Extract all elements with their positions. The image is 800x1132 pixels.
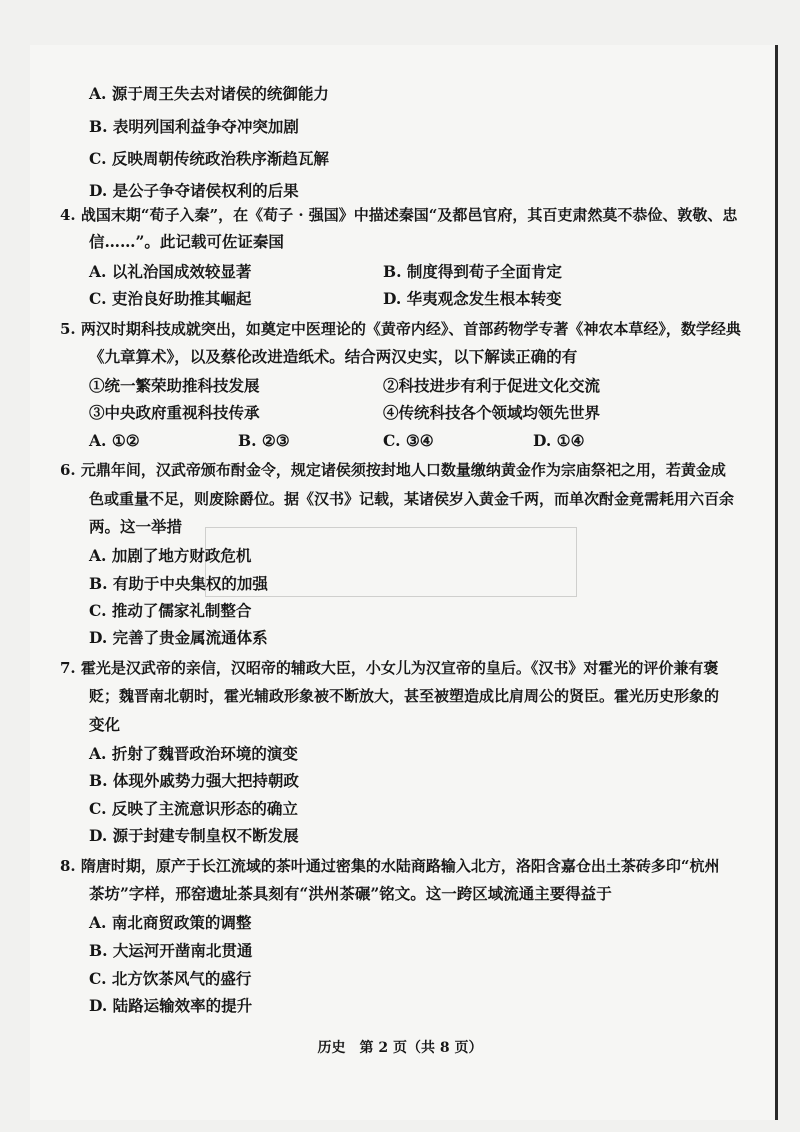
q8-option-a: A. 南北商贸政策的调整 — [89, 913, 252, 932]
q8-option-d: D. 陆路运输效率的提升 — [89, 996, 253, 1015]
q6-stem-line2: 色或重量不足，则废除爵位。据《汉书》记载，某诸侯岁入黄金千两，而单次酎金竟需耗用六百余 — [89, 490, 735, 508]
q5-option-b: B. ②③ — [238, 431, 290, 450]
q6-option-b: B. 有助于中央集权的加强 — [89, 574, 268, 593]
q7-stem-line3: 变化 — [89, 715, 121, 734]
page-footer: 历史 第 2 页（共 8 页） — [317, 1040, 483, 1056]
q3-option-c: C. 反映周朝传统政治秩序渐趋瓦解 — [89, 149, 329, 168]
q5-statement-1: ①统一繁荣助推科技发展 — [89, 376, 260, 395]
q4-option-a: A. 以礼治国成效较显著 — [89, 262, 252, 281]
q5-option-d: D. ①④ — [533, 431, 585, 450]
q6-option-a: A. 加剧了地方财政危机 — [89, 546, 252, 565]
q5-statement-2: ②科技进步有利于促进文化交流 — [383, 376, 601, 395]
q7-stem-line1: 7. 霍光是汉武帝的亲信，汉昭帝的辅政大臣，小女儿为汉宣帝的皇后。《汉书》对霍光的评价兼有褒 — [60, 659, 719, 677]
q4-option-c: C. 吏治良好助推其崛起 — [89, 289, 252, 308]
q4-stem-line2: 信……”。此记载可佐证秦国 — [89, 232, 284, 251]
q3-option-b: B. 表明列国利益争夺冲突加剧 — [89, 117, 299, 136]
q6-stem-line3: 两。这一举措 — [89, 517, 183, 536]
q7-option-c: C. 反映了主流意识形态的确立 — [89, 799, 298, 818]
q5-option-a: A. ①② — [89, 431, 140, 450]
q8-option-b: B. 大运河开凿南北贯通 — [89, 941, 253, 960]
q8-stem-line1: 8. 隋唐时期，原产于长江流域的茶叶通过密集的水陆商路输入北方，洛阳含嘉仓出土茶砖多印“杭州 — [60, 857, 720, 875]
q5-option-c: C. ③④ — [383, 431, 434, 450]
q5-statement-4: ④传统科技各个领域均领先世界 — [383, 403, 601, 422]
q4-stem-line1: 4. 战国末期“荀子入秦”，在《荀子 · 强国》中描述秦国“及都邑官府，其百吏肃然莫不恭俭、敦敬、忠 — [60, 206, 738, 224]
q5-statement-3: ③中央政府重视科技传承 — [89, 403, 260, 422]
q3-option-a: A. 源于周王失去对诸侯的统御能力 — [89, 84, 329, 103]
q7-stem-line2: 贬；魏晋南北朝时，霍光辅政形象被不断放大，甚至被塑造成比肩周公的贤臣。霍光历史形象的 — [89, 687, 720, 705]
q5-stem-line2: 《九章算术》，以及蔡伦改进造纸术。结合两汉史实，以下解读正确的有 — [89, 347, 578, 366]
q8-option-c: C. 北方饮茶风气的盛行 — [89, 969, 252, 988]
q3-option-d: D. 是公子争夺诸侯权利的后果 — [89, 181, 299, 200]
q6-option-d: D. 完善了贵金属流通体系 — [89, 628, 268, 647]
q7-option-a: A. 折射了魏晋政治环境的演变 — [89, 744, 298, 763]
q6-stem-line1: 6. 元鼎年间，汉武帝颁布酎金令，规定诸侯须按封地人口数量缴纳黄金作为宗庙祭祀之用，若黄金成 — [60, 461, 726, 479]
q6-option-c: C. 推动了儒家礼制整合 — [89, 601, 252, 620]
q7-option-d: D. 源于封建专制皇权不断发展 — [89, 826, 299, 845]
q4-option-d: D. 华夷观念发生根本转变 — [383, 289, 562, 308]
q8-stem-line2: 茶坊”字样，邢窑遗址茶具刻有“洪州茶碾”铭文。这一跨区域流通主要得益于 — [89, 884, 612, 903]
q4-option-b: B. 制度得到荀子全面肯定 — [383, 262, 562, 281]
q7-option-b: B. 体现外戚势力强大把持朝政 — [89, 771, 299, 790]
q5-stem-line1: 5. 两汉时期科技成就突出，如奠定中医理论的《黄帝内经》、首部药物学专著《神农本草经》，数学经典 — [60, 320, 741, 338]
